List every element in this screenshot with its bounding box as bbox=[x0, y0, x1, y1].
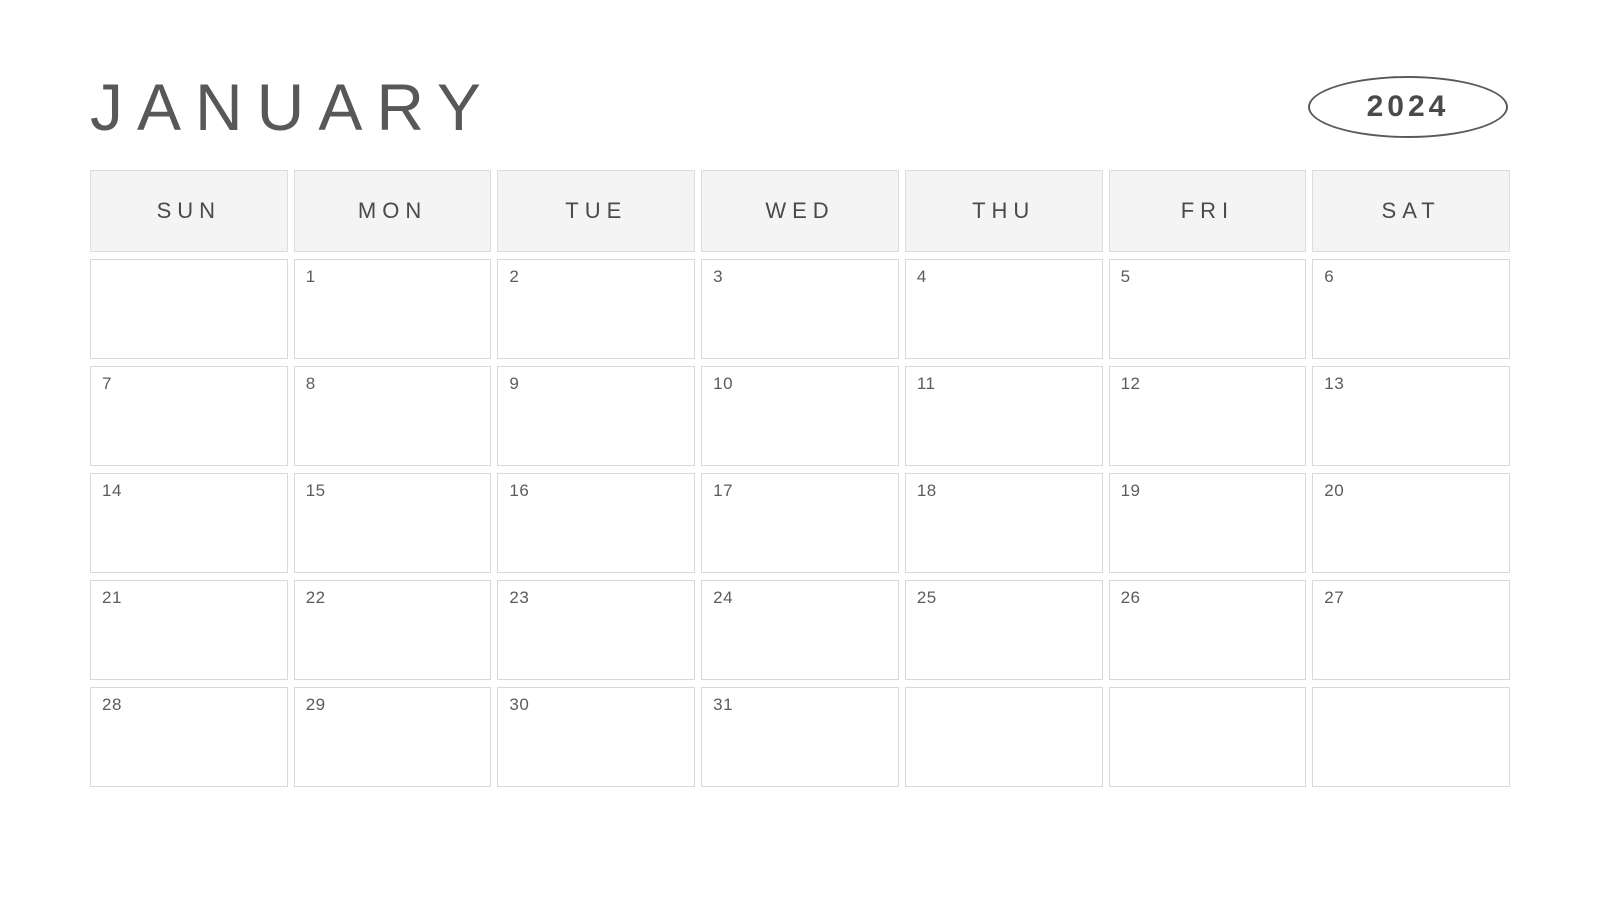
day-cell[interactable] bbox=[701, 580, 899, 680]
day-number: 21 bbox=[102, 588, 122, 607]
day-cell[interactable] bbox=[1312, 259, 1510, 359]
day-number: 27 bbox=[1324, 588, 1345, 607]
page-title: JANUARY bbox=[90, 70, 495, 144]
day-cell[interactable] bbox=[90, 687, 288, 787]
weekday-header-thu: THU bbox=[905, 170, 1103, 252]
day-cell[interactable] bbox=[497, 580, 695, 680]
day-number: 24 bbox=[713, 588, 734, 607]
day-cell[interactable] bbox=[294, 687, 492, 787]
weekday-header-sun: SUN bbox=[90, 170, 288, 252]
day-cell[interactable] bbox=[905, 366, 1103, 466]
day-number: 16 bbox=[509, 481, 530, 500]
day-cell[interactable] bbox=[294, 366, 492, 466]
day-cell[interactable] bbox=[90, 259, 288, 359]
day-cell[interactable] bbox=[701, 687, 899, 787]
day-cell[interactable] bbox=[905, 473, 1103, 573]
day-number: 31 bbox=[713, 695, 734, 714]
day-number: 25 bbox=[916, 588, 937, 607]
year-label: 2024 bbox=[1366, 90, 1450, 123]
day-number: 18 bbox=[916, 481, 937, 500]
day-number: 19 bbox=[1120, 481, 1141, 500]
year-badge bbox=[1308, 76, 1508, 138]
day-number: 22 bbox=[305, 588, 326, 607]
day-cell[interactable] bbox=[1109, 366, 1307, 466]
weekday-header-wed: WED bbox=[701, 170, 899, 252]
day-cell[interactable] bbox=[701, 473, 899, 573]
day-number: 11 bbox=[916, 374, 936, 393]
day-cell[interactable] bbox=[497, 473, 695, 573]
day-number: 3 bbox=[713, 267, 724, 286]
day-cell[interactable] bbox=[1312, 687, 1510, 787]
day-number: 26 bbox=[1120, 588, 1141, 607]
weekday-header-sat: SAT bbox=[1312, 170, 1510, 252]
day-cell[interactable] bbox=[701, 366, 899, 466]
day-number: 7 bbox=[102, 374, 112, 393]
day-cell[interactable] bbox=[1109, 687, 1307, 787]
day-number: 28 bbox=[102, 695, 122, 714]
weekday-header-mon: MON bbox=[294, 170, 492, 252]
day-number: 30 bbox=[509, 695, 530, 714]
day-cell[interactable] bbox=[1109, 259, 1307, 359]
day-number: 10 bbox=[713, 374, 734, 393]
day-number: 5 bbox=[1120, 267, 1131, 286]
day-number: 15 bbox=[305, 481, 326, 500]
day-number: 23 bbox=[509, 588, 530, 607]
day-cell[interactable] bbox=[1312, 580, 1510, 680]
day-cell[interactable] bbox=[497, 687, 695, 787]
day-cell[interactable] bbox=[1312, 366, 1510, 466]
day-number: 12 bbox=[1120, 374, 1141, 393]
day-number: 13 bbox=[1324, 374, 1345, 393]
day-cell[interactable] bbox=[905, 259, 1103, 359]
day-cell[interactable] bbox=[294, 473, 492, 573]
day-cell[interactable] bbox=[1109, 473, 1307, 573]
weekday-header-fri: FRI bbox=[1109, 170, 1307, 252]
day-number: 20 bbox=[1324, 481, 1345, 500]
day-cell[interactable] bbox=[90, 366, 288, 466]
day-cell[interactable] bbox=[294, 259, 492, 359]
day-number: 6 bbox=[1324, 267, 1335, 286]
day-cell[interactable] bbox=[294, 580, 492, 680]
day-cell[interactable] bbox=[905, 687, 1103, 787]
weekday-header-tue: TUE bbox=[497, 170, 695, 252]
day-number: 14 bbox=[102, 481, 122, 500]
day-cell[interactable] bbox=[90, 580, 288, 680]
day-cell[interactable] bbox=[905, 580, 1103, 680]
day-number: 4 bbox=[916, 267, 927, 286]
calendar-grid bbox=[90, 170, 1510, 787]
day-cell[interactable] bbox=[497, 366, 695, 466]
day-cell[interactable] bbox=[701, 259, 899, 359]
day-number: 9 bbox=[509, 374, 520, 393]
calendar-header bbox=[90, 62, 1510, 152]
day-number: 8 bbox=[305, 374, 316, 393]
day-cell[interactable] bbox=[90, 473, 288, 573]
day-cell[interactable] bbox=[1109, 580, 1307, 680]
day-number: 1 bbox=[305, 267, 316, 286]
day-number: 17 bbox=[713, 481, 734, 500]
day-number: 2 bbox=[509, 267, 520, 286]
day-cell[interactable] bbox=[497, 259, 695, 359]
day-number: 29 bbox=[305, 695, 326, 714]
day-cell[interactable] bbox=[1312, 473, 1510, 573]
